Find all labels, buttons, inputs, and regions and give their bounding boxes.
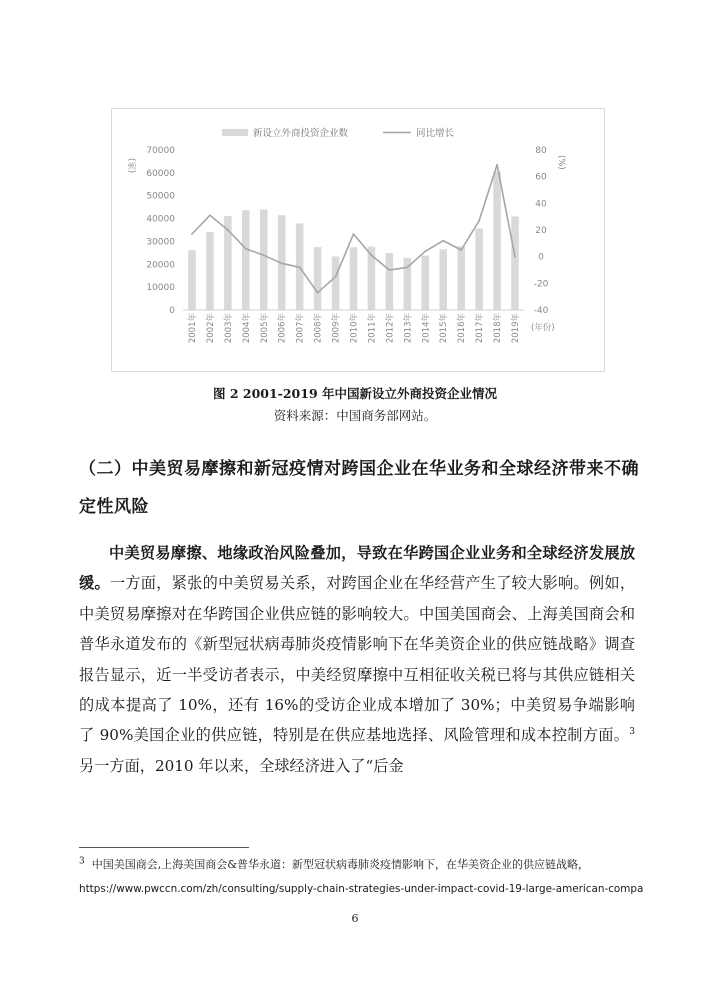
bar bbox=[475, 229, 483, 310]
left-tick-label: 60000 bbox=[146, 168, 175, 179]
category-label: 2008年 bbox=[313, 313, 324, 344]
right-tick-label: -20 bbox=[533, 279, 549, 290]
left-tick-label: 20000 bbox=[146, 260, 175, 271]
footnote bbox=[79, 853, 659, 901]
growth-point bbox=[245, 248, 247, 250]
bar bbox=[439, 249, 447, 310]
category-label: 2009年 bbox=[331, 313, 342, 344]
bar bbox=[206, 232, 214, 310]
category-label: 2016年 bbox=[457, 313, 468, 344]
section-heading: （二）中美贸易摩擦和新冠疫情对跨国企业在华业务和全球经济带来不确定性风险 bbox=[79, 459, 639, 517]
category-label: 2012年 bbox=[385, 313, 396, 344]
growth-point bbox=[299, 266, 301, 268]
bar bbox=[314, 247, 322, 310]
growth-point bbox=[371, 254, 373, 256]
legend-line-label: 同比增长 bbox=[416, 128, 455, 139]
category-label: 2010年 bbox=[349, 313, 360, 344]
left-tick-label: 0 bbox=[169, 306, 175, 316]
bar bbox=[422, 256, 430, 310]
category-label: 2004年 bbox=[241, 313, 252, 344]
footnote-url: https://www.pwccn.com/zh/consulting/supply-chain-strategies-under-impact-covid-19-large-american-compa bbox=[79, 883, 644, 895]
category-label: 2003年 bbox=[223, 313, 234, 344]
category-label: 2018年 bbox=[493, 313, 504, 344]
left-tick-label: 50000 bbox=[146, 191, 175, 202]
category-label: 2019年 bbox=[511, 313, 522, 344]
growth-point bbox=[514, 256, 516, 258]
growth-point bbox=[353, 233, 355, 235]
growth-point bbox=[388, 269, 390, 271]
growth-point bbox=[263, 254, 265, 256]
footnote-text: 中国美国商会,上海美国商会&普华永道：新型冠状病毒肺炎疫情影响下，在华美资企业的供应链战略， bbox=[91, 858, 590, 871]
bar bbox=[332, 256, 340, 310]
right-tick-label: 0 bbox=[538, 252, 544, 263]
bar bbox=[188, 250, 196, 310]
growth-point bbox=[335, 276, 337, 278]
bar bbox=[457, 246, 465, 310]
legend-bar-swatch bbox=[222, 129, 248, 136]
left-tick-label: 30000 bbox=[146, 237, 175, 248]
left-tick-label: 10000 bbox=[146, 283, 175, 294]
right-tick-label: 40 bbox=[535, 199, 547, 210]
category-label: 2011年 bbox=[367, 313, 378, 344]
right-tick-label: -40 bbox=[533, 306, 549, 316]
figure-caption: 图 2 2001-2019 年中国新设立外商投资企业情况 bbox=[212, 386, 498, 401]
category-label: 2015年 bbox=[439, 313, 450, 344]
growth-point bbox=[317, 292, 319, 294]
category-label: 2005年 bbox=[259, 313, 270, 344]
category-label: 2007年 bbox=[295, 313, 306, 344]
category-label: 2014年 bbox=[421, 313, 432, 344]
growth-point bbox=[227, 229, 229, 231]
category-label: 2006年 bbox=[277, 313, 288, 344]
bold-lead: 中美贸易摩擦、地缘政治风险叠加，导致在华跨国企业业务和全球经济发展放缓。 bbox=[79, 544, 635, 593]
body-text-2: 另一方面，2010 年以来，全球经济进入了“后金 bbox=[79, 756, 404, 775]
bar bbox=[242, 210, 250, 310]
right-tick-label: 60 bbox=[535, 172, 547, 183]
footnote-number: 3 bbox=[79, 856, 85, 867]
body-text-1: 一方面，紧张的中美贸易关系，对跨国企业在华经营产生了较大影响。例如，中美贸易摩擦对在华跨国企业供应链的影响较大。中国美国商会、上海美国商会和普华永道发布的《新型冠状病毒肺炎疫情影响下在华美资企业的供应链战略》调查报告显示，近一半受访者表示，中美经贸摩擦中互相征收关税已将与其供应链相关的成本提高了 10%，还有 16%的受访企业成本增加了 30%；中美贸易争端影响了 90%美国企业的供应链，特别是在供应基地选择、风险管理和成本控制方面。 bbox=[79, 574, 636, 745]
right-tick-label: 20 bbox=[535, 226, 547, 236]
category-label: 2013年 bbox=[403, 313, 414, 344]
x-axis-unit: (年份) bbox=[531, 323, 555, 333]
growth-point bbox=[442, 240, 444, 242]
bar bbox=[511, 216, 519, 310]
chart bbox=[111, 108, 605, 372]
growth-point bbox=[478, 220, 480, 222]
legend-bar-label: 新设立外商投资企业数 bbox=[253, 128, 349, 139]
category-label: 2001年 bbox=[187, 313, 198, 344]
body-paragraph bbox=[79, 538, 635, 781]
left-tick-label: 40000 bbox=[146, 214, 175, 225]
growth-point bbox=[281, 262, 283, 264]
page-number: 6 bbox=[351, 912, 359, 925]
growth-point bbox=[496, 164, 498, 166]
right-axis-unit: (%) bbox=[556, 155, 566, 170]
bar bbox=[260, 209, 268, 310]
left-axis-unit: (家) bbox=[126, 158, 136, 174]
category-label: 2002年 bbox=[205, 313, 216, 344]
growth-point bbox=[406, 266, 408, 268]
bar bbox=[493, 172, 501, 310]
growth-point bbox=[191, 233, 193, 235]
bar bbox=[386, 253, 394, 310]
category-label: 2017年 bbox=[475, 313, 486, 344]
growth-point bbox=[460, 249, 462, 251]
footnote-line bbox=[79, 853, 659, 877]
left-tick-label: 70000 bbox=[146, 146, 175, 156]
footnote-rule bbox=[79, 847, 249, 848]
growth-point bbox=[424, 250, 426, 252]
chart-svg bbox=[111, 108, 605, 372]
growth-point bbox=[209, 214, 211, 216]
footnote-ref: 3 bbox=[629, 727, 635, 738]
bar bbox=[350, 247, 358, 310]
right-tick-label: 80 bbox=[535, 146, 547, 156]
figure-source: 资料来源：中国商务部网站。 bbox=[273, 408, 437, 423]
